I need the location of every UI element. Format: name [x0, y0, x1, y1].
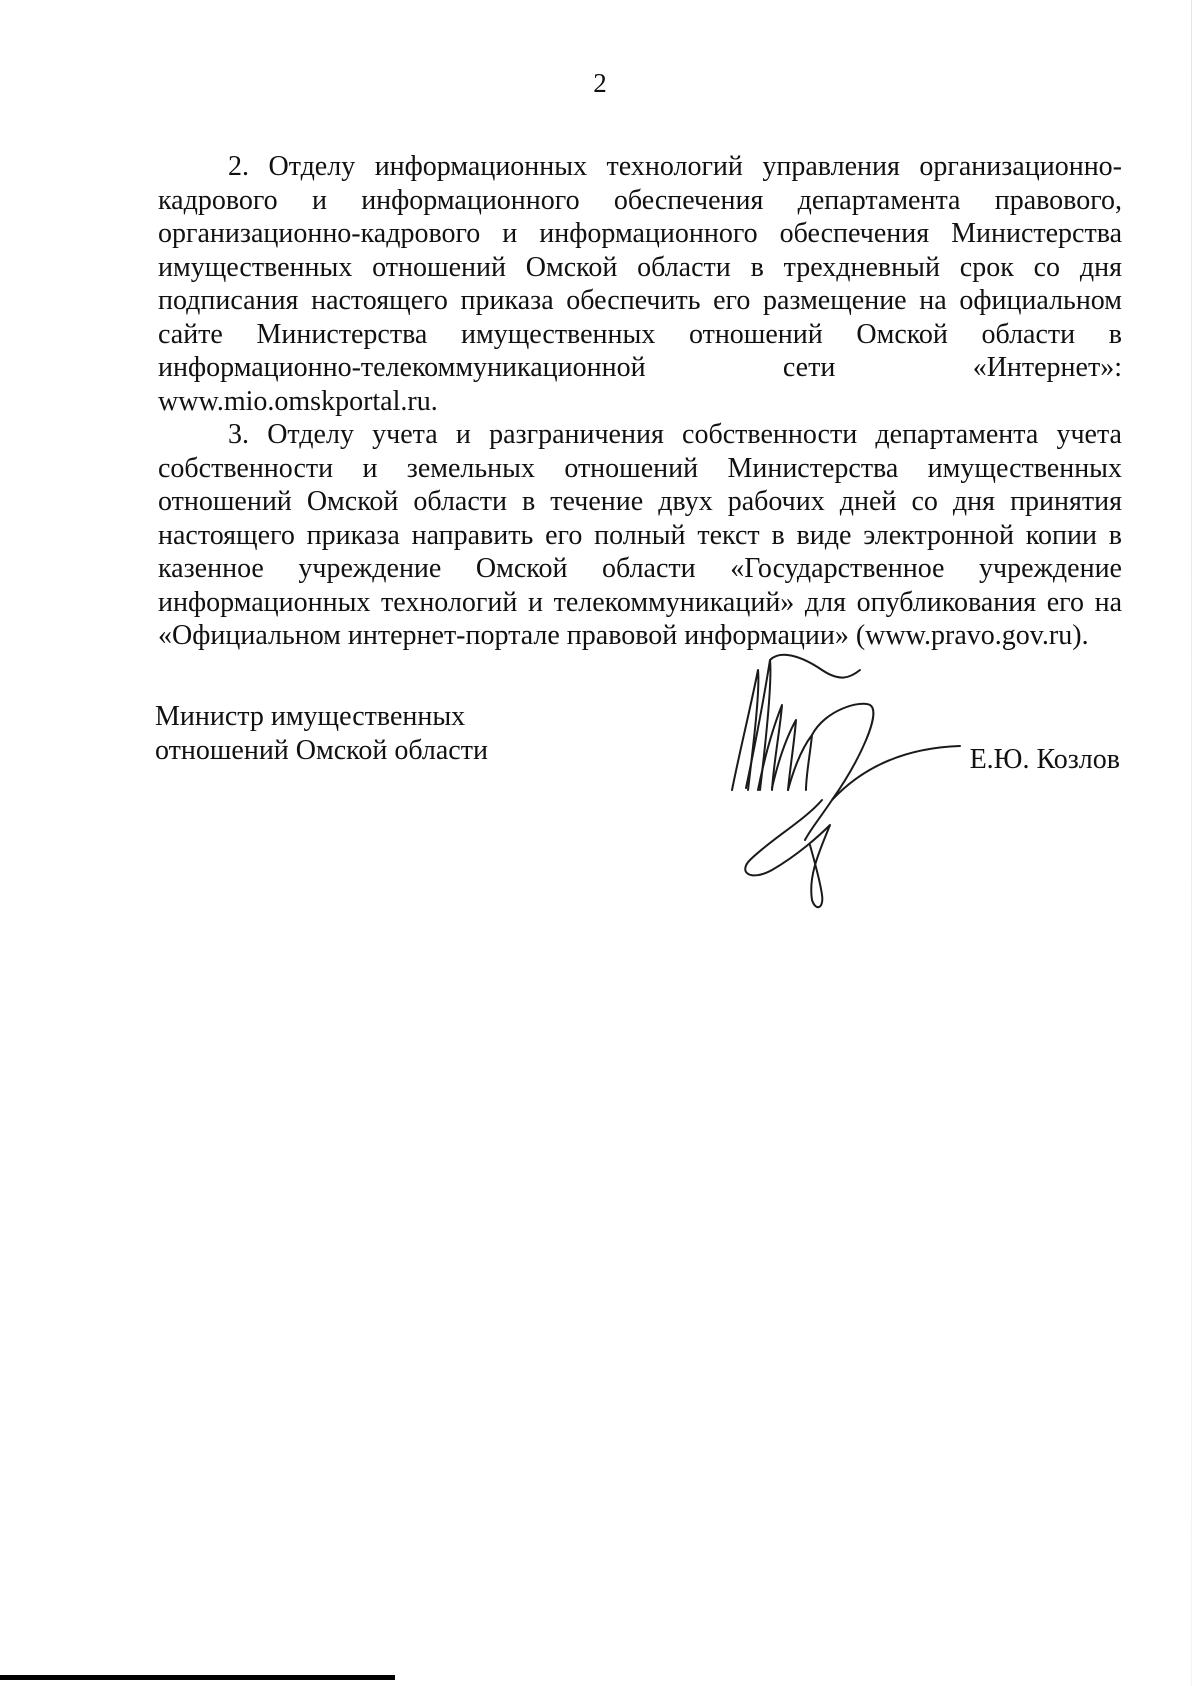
handwritten-signature-icon: [710, 650, 970, 920]
paragraph-3: 3. Отделу учета и разграничения собственности департамента учета собственности и земельных отношений Министерства имущественных отношений Омской области в течение двух рабочих дней со дня принятия настоящего приказа направить его полный текст в виде электронной копии в казенное учреждение Омской области «Государственное учреждение информационных технологий и телекоммуникаций» для опубликования его на «Официальном интернет-портале правовой информации» (www.pravo.gov.ru).: [158, 419, 1122, 651]
signatory-title: [155, 700, 488, 767]
signatory-title-line-1: Министр имущественных: [155, 701, 466, 732]
paragraph-2: 2. Отделу информационных технологий управления организационно-кадрового и информационного обеспечения департамента правового, организационно-кадрового и информационного обеспечения Министерства имущественных отношений Омской области в трехдневный срок со дня подписания настоящего приказа обеспечить его размещение на официальном сайте Министерства имущественных отношений Омской области в информационно-телекоммуникационной сети «Интернет»: www.mio.omskportal.ru.: [158, 151, 1122, 417]
signatory-name: Е.Ю. Козлов: [969, 744, 1120, 775]
document-body: [158, 150, 1122, 653]
signatory-title-line-2: отношений Омской области: [155, 734, 488, 766]
scan-edge-line: [1191, 0, 1192, 1686]
page-number: 2: [593, 68, 607, 98]
scan-bottom-bar: [0, 1675, 395, 1680]
